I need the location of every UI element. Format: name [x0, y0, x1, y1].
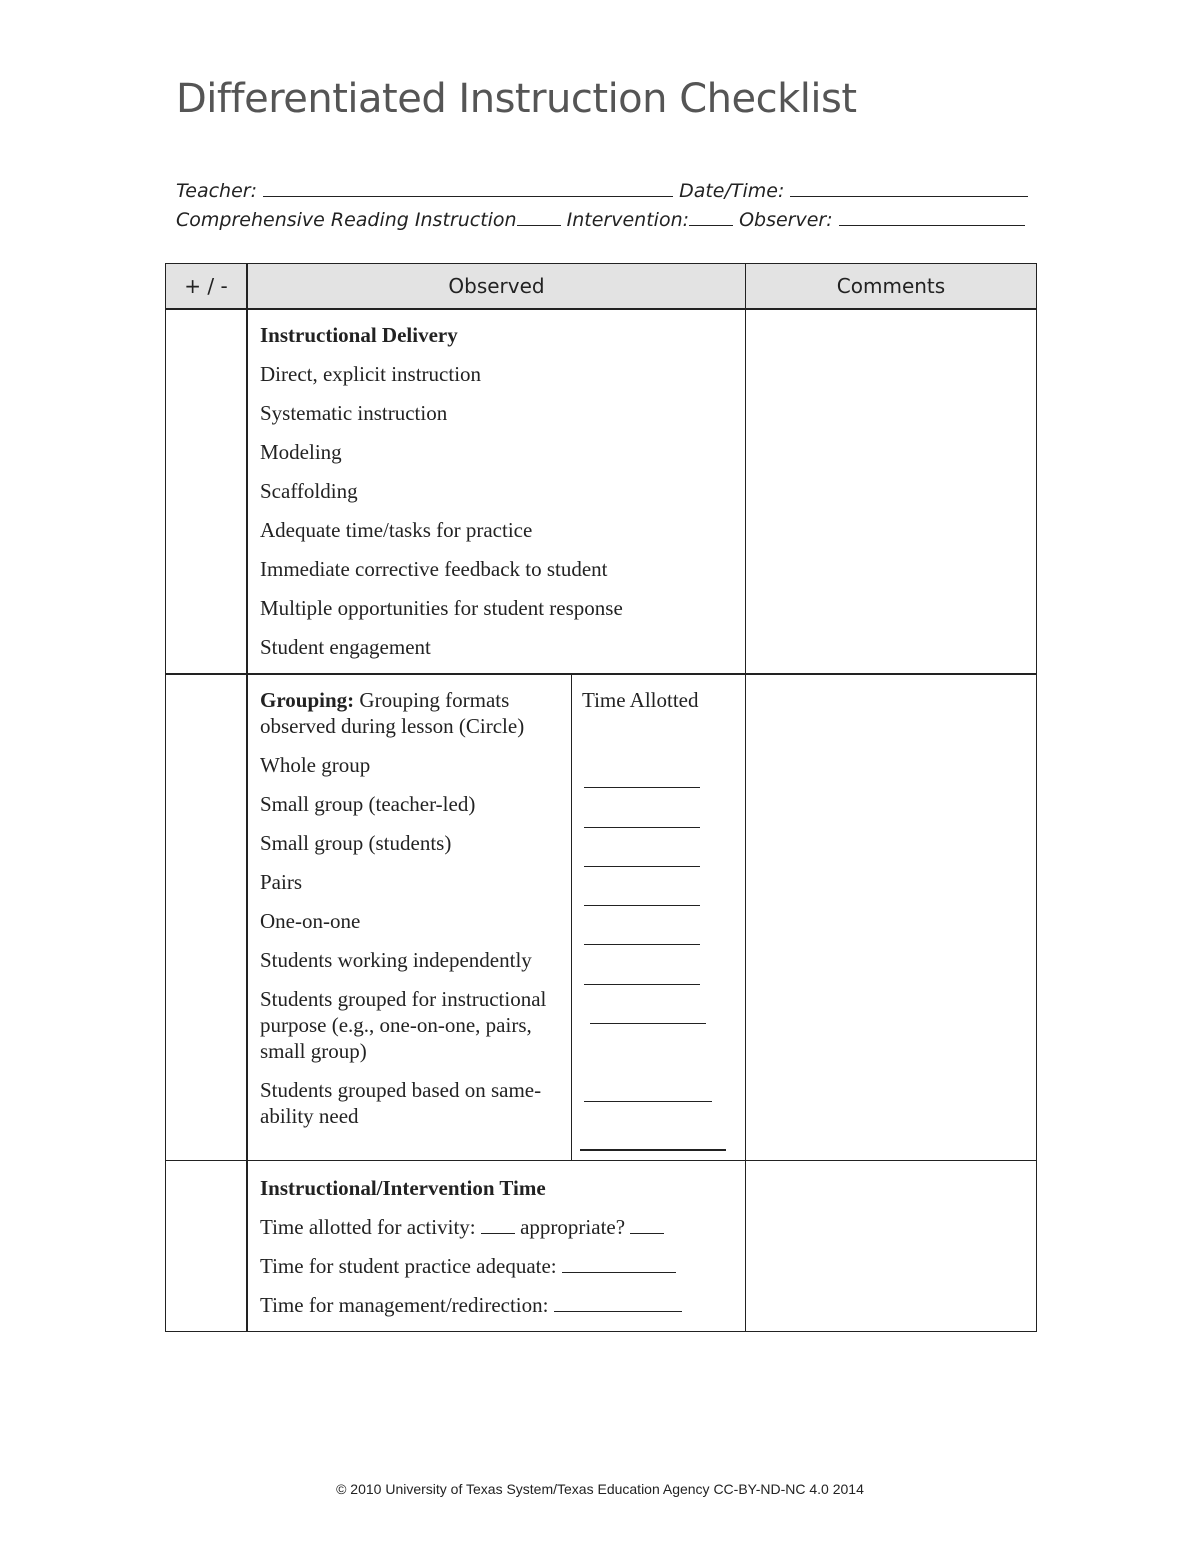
list-item: Student engagement — [260, 635, 431, 659]
footer-copyright: © 2010 University of Texas System/Texas Education Agency CC-BY-ND-NC 4.0 2014 — [336, 1481, 864, 1497]
list-item: Direct, explicit instruction — [260, 362, 482, 386]
list-item: Students grouped based on same-ability need — [260, 1078, 542, 1128]
intervention-time-heading: Instructional/Intervention Time — [260, 1176, 546, 1200]
practice-field[interactable] — [562, 1254, 676, 1273]
mark-cell[interactable] — [166, 1161, 248, 1332]
list-item: Immediate corrective feedback to student — [260, 557, 608, 581]
appropriate-field[interactable] — [630, 1215, 664, 1234]
meta-row-cri — [176, 209, 1025, 231]
observed-cell — [247, 1161, 746, 1332]
datetime-label: Date/Time: — [679, 180, 785, 202]
row-instructional-delivery — [166, 309, 1037, 674]
list-item: Modeling — [260, 440, 342, 464]
grouping-heading-bold: Grouping: — [260, 688, 355, 712]
time-allotted-column — [572, 675, 745, 1160]
observed-cell — [247, 674, 746, 1161]
cri-field[interactable] — [517, 209, 561, 226]
mark-cell[interactable] — [166, 309, 248, 674]
time-field[interactable] — [584, 787, 700, 788]
time-allotted-field[interactable] — [481, 1215, 515, 1234]
list-item: One-on-one — [260, 909, 361, 933]
time-field[interactable] — [584, 1101, 712, 1102]
header-mark: + / - — [166, 264, 248, 310]
time-allotted-row — [260, 1214, 733, 1240]
intervention-field[interactable] — [689, 209, 733, 226]
grouping-list — [248, 675, 572, 1160]
observer-field[interactable] — [839, 209, 1025, 226]
grouping-heading-rest: Grouping formats observed during lesson (Circle) — [260, 688, 525, 738]
datetime-field[interactable] — [790, 180, 1028, 197]
list-item: Systematic instruction — [260, 401, 448, 425]
list-item: Adequate time/tasks for practice — [260, 518, 533, 542]
management-row — [260, 1292, 733, 1318]
time-field[interactable] — [580, 1149, 726, 1151]
list-item: Multiple opportunities for student response — [260, 596, 623, 620]
list-item: Scaffolding — [260, 479, 358, 503]
list-item: Pairs — [260, 870, 302, 894]
observer-label: Observer: — [739, 209, 833, 231]
time-field[interactable] — [584, 905, 700, 906]
management-label: Time for management/redirection: — [260, 1293, 549, 1317]
comments-cell[interactable] — [746, 674, 1037, 1161]
cri-label: Comprehensive Reading Instruction — [176, 209, 517, 231]
row-intervention-time — [166, 1161, 1037, 1332]
list-item: Small group (teacher-led) — [260, 792, 476, 816]
row-grouping — [166, 674, 1037, 1161]
list-item: Whole group — [260, 753, 371, 777]
time-allotted-header: Time Allotted — [582, 688, 699, 712]
intervention-label: Intervention: — [566, 209, 690, 231]
practice-row — [260, 1253, 733, 1279]
meta-row-teacher — [176, 180, 1028, 202]
time-allotted-label: Time allotted for activity: — [260, 1215, 476, 1239]
management-field[interactable] — [554, 1293, 682, 1312]
appropriate-label: appropriate? — [520, 1215, 626, 1239]
observed-cell — [247, 309, 746, 674]
time-field[interactable] — [584, 944, 700, 945]
time-field[interactable] — [584, 866, 700, 867]
checklist-table — [165, 263, 1037, 1332]
practice-label: Time for student practice adequate: — [260, 1254, 557, 1278]
time-field[interactable] — [584, 984, 700, 985]
time-field[interactable] — [590, 1023, 706, 1024]
instructional-delivery-heading: Instructional Delivery — [260, 323, 458, 347]
time-field[interactable] — [584, 827, 700, 828]
list-item: Students grouped for instructional purpose (e.g., one-on-one, pairs, small group) — [260, 987, 547, 1063]
list-item: Small group (students) — [260, 831, 452, 855]
header-observed: Observed — [247, 264, 746, 310]
mark-cell[interactable] — [166, 674, 248, 1161]
list-item: Students working independently — [260, 948, 532, 972]
grouping-heading — [260, 687, 561, 739]
teacher-field[interactable] — [263, 180, 673, 197]
comments-cell[interactable] — [746, 1161, 1037, 1332]
teacher-label: Teacher: — [176, 180, 257, 202]
comments-cell[interactable] — [746, 309, 1037, 674]
header-comments: Comments — [746, 264, 1037, 310]
page-title: Differentiated Instruction Checklist — [176, 76, 857, 122]
